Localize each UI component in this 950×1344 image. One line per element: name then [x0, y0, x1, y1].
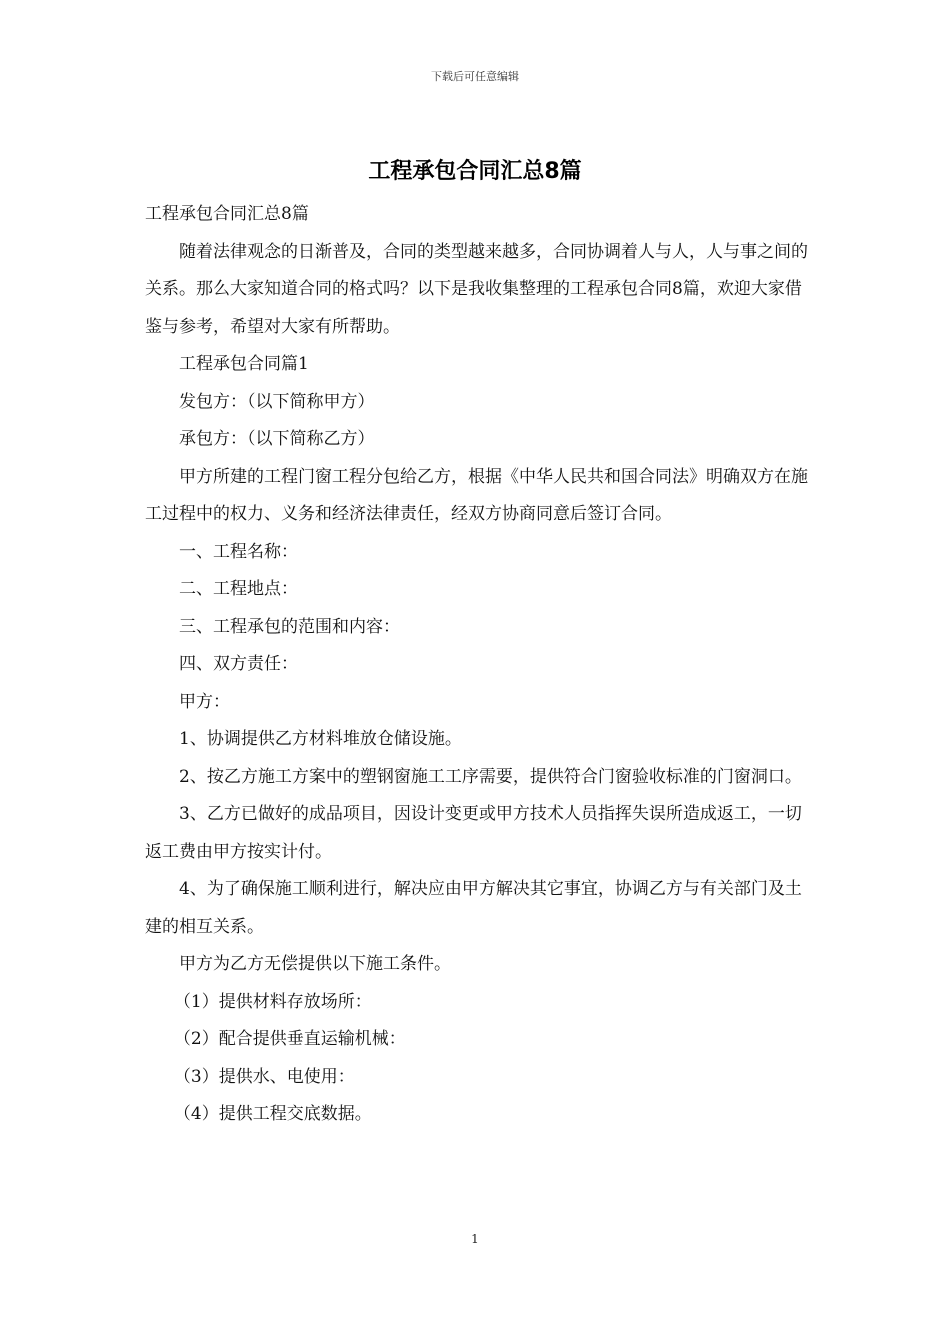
paragraph: 3、乙方已做好的成品项目，因设计变更或甲方技术人员指挥失误所造成返工，一切返工费由甲方按实计付。 [145, 804, 802, 862]
document-body [145, 196, 810, 1134]
paragraph: 一、工程名称： [179, 541, 298, 562]
page-header-note: 下载后可任意编辑 [431, 70, 519, 83]
paragraph: 三、工程承包的范围和内容： [179, 616, 400, 637]
paragraph: 甲方： [179, 691, 230, 712]
paragraph: （1）提供材料存放场所： [173, 991, 372, 1012]
paragraph: 二、工程地点： [179, 579, 298, 599]
document-title: 工程承包合同汇总8篇 [368, 159, 582, 184]
paragraph: 承包方：（以下简称乙方） [179, 429, 375, 449]
page-number: 1 [471, 1232, 479, 1246]
paragraph: 工程承包合同篇1 [179, 354, 309, 374]
paragraph: （3）提供水、电使用： [173, 1066, 355, 1087]
paragraph: 4、为了确保施工顺利进行，解决应由甲方解决其它事宜，协调乙方与有关部门及土建的相互关系。 [145, 879, 802, 937]
paragraph: 甲方为乙方无偿提供以下施工条件。 [179, 954, 451, 974]
paragraph: 1、协调提供乙方材料堆放仓储设施。 [179, 729, 462, 749]
paragraph: 甲方所建的工程门窗工程分包给乙方，根据《中华人民共和国合同法》明确双方在施工过程中的权力、义务和经济法律责任，经双方协商同意后签订合同。 [145, 466, 808, 524]
paragraph: 四、双方责任： [179, 654, 298, 674]
paragraph: 随着法律观念的日渐普及，合同的类型越来越多，合同协调着人与人，人与事之间的关系。那么大家知道合同的格式吗？以下是我收集整理的工程承包合同8篇，欢迎大家借鉴与参考，希望对大家有所帮助。 [145, 241, 808, 337]
paragraph: 2、按乙方施工方案中的塑钢窗施工工序需要，提供符合门窗验收标准的门窗洞口。 [179, 766, 802, 787]
paragraph: （2）配合提供垂直运输机械： [173, 1029, 406, 1049]
paragraph: 发包方：（以下简称甲方） [179, 391, 375, 412]
paragraph: 工程承包合同汇总8篇 [145, 204, 309, 224]
paragraph: （4）提供工程交底数据。 [173, 1104, 372, 1124]
